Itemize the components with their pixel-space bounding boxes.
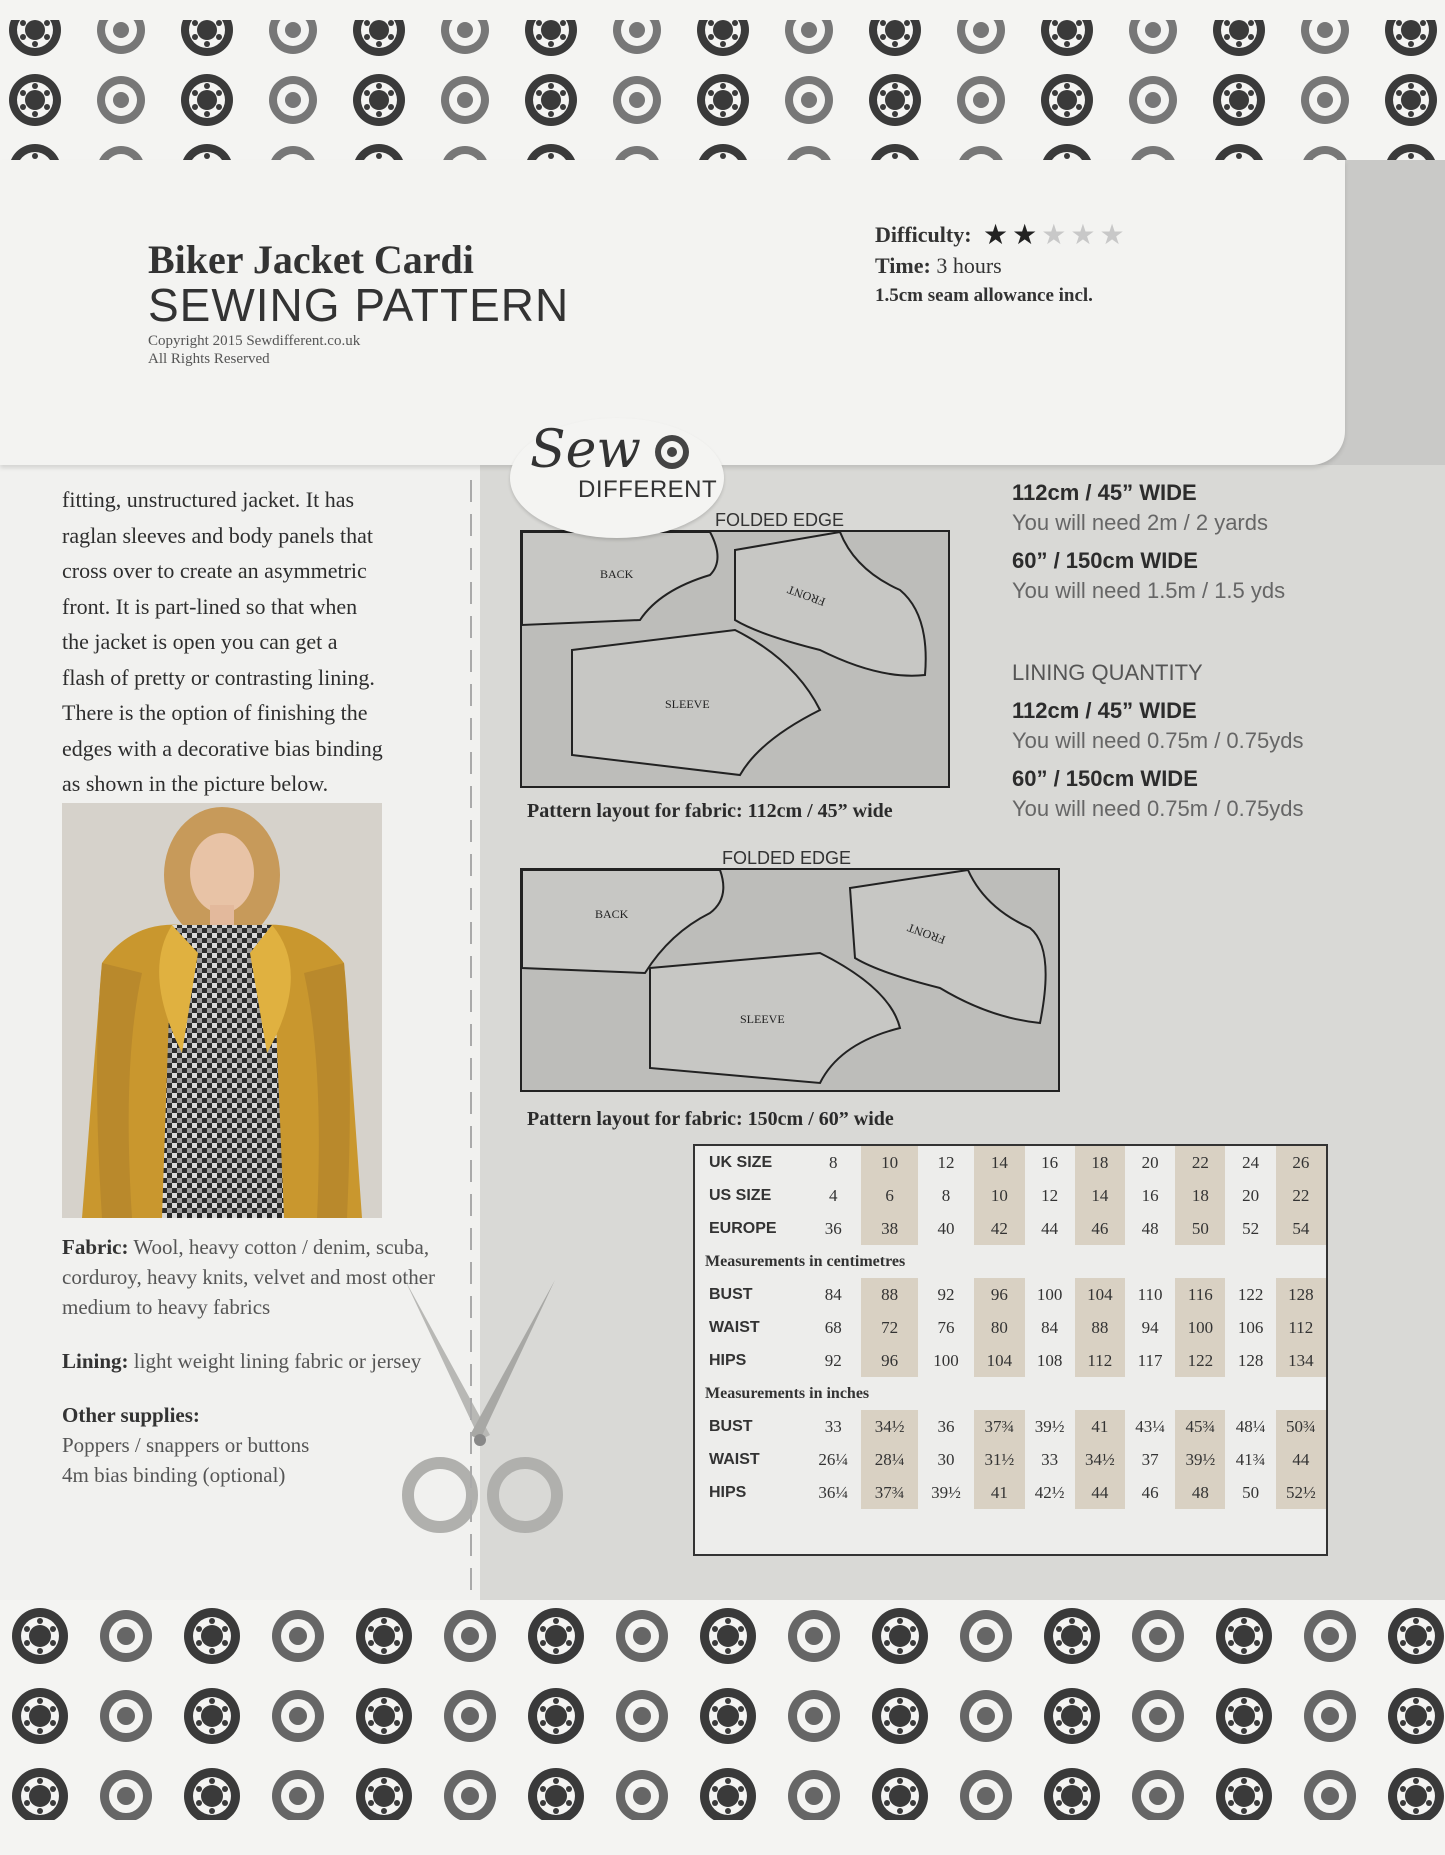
layout-diagram-112cm xyxy=(520,530,950,790)
row-label: BUST xyxy=(709,1285,753,1303)
folded-edge-label-2: FOLDED EDGE xyxy=(722,848,852,868)
spool-pattern-bottom xyxy=(0,1600,1445,1855)
table-cell: 12 xyxy=(937,1152,955,1172)
row-label: US SIZE xyxy=(709,1186,772,1204)
table-cell: 88 xyxy=(861,1278,917,1311)
row-label: WAIST xyxy=(709,1450,760,1468)
jacket-illustration xyxy=(62,803,382,1218)
intro-line: cross over to create an asymmetric xyxy=(62,558,367,583)
row-label: EUROPE xyxy=(709,1219,777,1237)
table-cell: 12 xyxy=(1041,1185,1059,1205)
table-cell: 44 xyxy=(1276,1443,1326,1476)
table-cell: 52 xyxy=(1242,1218,1260,1238)
fabric-supply: Fabric: Wool, heavy cotton / denim, scuba, corduroy, heavy knits, velvet and most other medium to heavy fabrics xyxy=(62,1235,436,1319)
table-cell: 18 xyxy=(1175,1179,1225,1212)
table-cell: 39½ xyxy=(1175,1443,1225,1476)
table-cell: 84 xyxy=(824,1284,842,1304)
table-cell: 104 xyxy=(974,1344,1024,1377)
table-cell: 6 xyxy=(861,1179,917,1212)
column-divider xyxy=(470,480,472,1590)
seam-allowance: 1.5cm seam allowance incl. xyxy=(875,285,1093,306)
row-label: WAIST xyxy=(709,1318,760,1336)
table-cell: 108 xyxy=(1036,1350,1063,1370)
table-cell: 30 xyxy=(937,1449,955,1469)
table-cell: 128 xyxy=(1276,1278,1326,1311)
fabric-quantity-block xyxy=(1012,478,1412,824)
table-cell: 16 xyxy=(1041,1152,1059,1172)
table-row xyxy=(695,1344,1326,1377)
table-cell: 92 xyxy=(824,1350,842,1370)
table-section-heading xyxy=(695,1377,1326,1410)
bottom-pattern-band xyxy=(0,1600,1445,1855)
star-icon: ★ xyxy=(1041,220,1071,251)
layout-caption-2: Pattern layout for fabric: 150cm / 60” wide xyxy=(527,1108,894,1130)
table-cell: 117 xyxy=(1137,1350,1163,1370)
piece-back-label-1: BACK xyxy=(600,567,634,581)
table-cell: 80 xyxy=(974,1311,1024,1344)
table-cell: 96 xyxy=(861,1344,917,1377)
table-cell: 37¾ xyxy=(974,1410,1024,1443)
row-label: BUST xyxy=(709,1417,753,1435)
table-cell: 100 xyxy=(1175,1311,1225,1344)
table-cell: 48 xyxy=(1175,1476,1225,1509)
intro-text xyxy=(62,482,462,802)
table-cell: 31½ xyxy=(974,1443,1024,1476)
size-chart xyxy=(693,1144,1328,1556)
sew-different-logo xyxy=(510,418,724,538)
star-icon: ★ xyxy=(1070,220,1100,251)
copyright: Copyright 2015 Sewdifferent.co.uk All Rights Reserved xyxy=(148,333,361,367)
spool-icon xyxy=(652,432,692,472)
table-row xyxy=(695,1146,1326,1179)
table-row xyxy=(695,1410,1326,1443)
table-cell: 20 xyxy=(1242,1185,1260,1205)
lining-item-1: 112cm / 45” WIDE You will need 0.75m / 0.75yds xyxy=(1012,698,1304,753)
table-cell: 41 xyxy=(974,1476,1024,1509)
layout-diagram-150cm xyxy=(520,868,1060,1094)
table-cell: 36 xyxy=(937,1416,955,1436)
table-cell: 44 xyxy=(1075,1476,1125,1509)
layout-caption-1: Pattern layout for fabric: 112cm / 45” wide xyxy=(527,800,893,822)
lining-item-2: 60” / 150cm WIDE You will need 0.75m / 0.75yds xyxy=(1012,766,1304,821)
table-cell: 42 xyxy=(974,1212,1024,1245)
table-cell: 22 xyxy=(1175,1146,1225,1179)
star-icon: ★ xyxy=(1012,220,1042,251)
table-cell: 24 xyxy=(1242,1152,1260,1172)
table-row xyxy=(695,1443,1326,1476)
table-cell: 22 xyxy=(1276,1179,1326,1212)
table-cell: 112 xyxy=(1075,1344,1125,1377)
table-cell: 44 xyxy=(1041,1218,1059,1238)
table-cell: 100 xyxy=(933,1350,959,1370)
pattern-subtitle: SEWING PATTERN xyxy=(148,279,570,331)
table-cell: 14 xyxy=(974,1146,1024,1179)
intro-line: raglan sleeves and body panels that xyxy=(62,522,373,548)
table-cell: 122 xyxy=(1237,1284,1264,1304)
table-cell: 106 xyxy=(1237,1317,1264,1337)
table-row xyxy=(695,1476,1326,1509)
section-heading: Measurements in inches xyxy=(705,1384,870,1402)
intro-line: as shown in the picture below. xyxy=(62,771,329,796)
table-cell: 40 xyxy=(937,1218,955,1238)
table-cell: 46 xyxy=(1075,1212,1125,1245)
intro-line: edges with a decorative bias binding xyxy=(62,735,383,761)
table-cell: 72 xyxy=(861,1311,917,1344)
table-cell: 48¼ xyxy=(1235,1416,1266,1436)
header-card xyxy=(0,160,1345,465)
time-label: Time: xyxy=(875,253,931,278)
table-cell: 8 xyxy=(828,1152,838,1172)
table-cell: 52½ xyxy=(1276,1476,1326,1509)
table-cell: 33 xyxy=(824,1416,842,1436)
table-cell: 28¼ xyxy=(861,1443,917,1476)
intro-line: There is the option of finishing the xyxy=(62,700,368,725)
table-cell: 134 xyxy=(1276,1344,1326,1377)
star-icon: ★ xyxy=(1099,220,1129,251)
difficulty-row xyxy=(875,220,1129,251)
table-cell: 88 xyxy=(1075,1311,1125,1344)
table-cell: 26¼ xyxy=(818,1449,849,1469)
table-cell: 42½ xyxy=(1034,1482,1065,1502)
difficulty-label: Difficulty: xyxy=(875,222,972,247)
table-cell: 18 xyxy=(1075,1146,1125,1179)
row-label: HIPS xyxy=(709,1483,747,1501)
fabric-item-2: 60” / 150cm WIDE You will need 1.5m / 1.5 yds xyxy=(1012,548,1286,603)
lining-supply: Lining: light weight lining fabric or jersey xyxy=(62,1349,422,1373)
table-cell: 4 xyxy=(828,1185,838,1205)
table-cell: 14 xyxy=(1075,1179,1125,1212)
table-cell: 33 xyxy=(1041,1449,1059,1469)
table-cell: 37¾ xyxy=(861,1476,917,1509)
lining-quantity-title: LINING QUANTITY xyxy=(1012,660,1203,685)
table-cell: 46 xyxy=(1141,1482,1159,1502)
table-cell: 39½ xyxy=(1034,1416,1065,1436)
table-cell: 26 xyxy=(1276,1146,1326,1179)
table-cell: 16 xyxy=(1141,1185,1159,1205)
table-cell: 128 xyxy=(1237,1350,1264,1370)
table-cell: 50 xyxy=(1175,1212,1225,1245)
table-cell: 37 xyxy=(1141,1449,1159,1469)
table-cell: 41¾ xyxy=(1235,1449,1266,1469)
table-row xyxy=(695,1212,1326,1245)
table-cell: 122 xyxy=(1175,1344,1225,1377)
table-cell: 116 xyxy=(1175,1278,1225,1311)
row-label: UK SIZE xyxy=(709,1153,773,1171)
logo-sew-text: Sew xyxy=(530,420,641,480)
top-pattern-band xyxy=(0,0,1445,160)
spool-pattern xyxy=(0,0,1445,160)
table-cell: 36 xyxy=(824,1218,842,1238)
table-cell: 10 xyxy=(974,1179,1024,1212)
table-cell: 110 xyxy=(1137,1284,1163,1304)
piece-sleeve-label-1: SLEEVE xyxy=(665,697,710,711)
table-cell: 92 xyxy=(937,1284,955,1304)
table-cell: 50¾ xyxy=(1276,1410,1326,1443)
difficulty-stars xyxy=(983,221,1129,251)
table-cell: 36¼ xyxy=(818,1482,849,1502)
table-cell: 41 xyxy=(1075,1410,1125,1443)
table-cell: 68 xyxy=(824,1317,842,1337)
table-cell: 20 xyxy=(1141,1152,1159,1172)
table-cell: 76 xyxy=(937,1317,955,1337)
table-cell: 84 xyxy=(1041,1317,1059,1337)
table-cell: 54 xyxy=(1276,1212,1326,1245)
table-cell: 38 xyxy=(861,1212,917,1245)
piece-back-label-2: BACK xyxy=(595,907,629,921)
intro-line: front. It is part-lined so that when xyxy=(62,593,358,619)
star-icon: ★ xyxy=(983,220,1013,251)
table-cell: 39½ xyxy=(931,1482,961,1502)
table-cell: 48 xyxy=(1141,1218,1159,1238)
table-cell: 50 xyxy=(1242,1482,1260,1502)
table-cell: 45¾ xyxy=(1175,1410,1225,1443)
piece-sleeve-label-2: SLEEVE xyxy=(740,1012,785,1026)
table-section-heading xyxy=(695,1245,1326,1278)
time-value: 3 hours xyxy=(936,253,1002,278)
table-cell: 34½ xyxy=(861,1410,917,1443)
table-cell: 112 xyxy=(1276,1311,1326,1344)
size-chart-table xyxy=(695,1146,1326,1509)
table-cell: 10 xyxy=(861,1146,917,1179)
table-row xyxy=(695,1179,1326,1212)
table-cell: 43¼ xyxy=(1135,1416,1165,1436)
table-cell: 104 xyxy=(1075,1278,1125,1311)
intro-line: fitting, unstructured jacket. It has xyxy=(62,487,355,512)
pattern-meta xyxy=(875,220,1129,311)
table-cell: 94 xyxy=(1141,1317,1159,1337)
row-label: HIPS xyxy=(709,1351,747,1369)
table-cell: 34½ xyxy=(1075,1443,1125,1476)
logo-different-text: DIFFERENT xyxy=(578,476,718,503)
model-photo xyxy=(62,803,382,1218)
table-row xyxy=(695,1278,1326,1311)
piece-front-label-1: FRONT xyxy=(785,582,828,610)
table-row xyxy=(695,1311,1326,1344)
table-cell: 100 xyxy=(1036,1284,1063,1304)
fabric-item-1: 112cm / 45” WIDE You will need 2m / 2 yards xyxy=(1012,480,1268,535)
folded-edge-label-1: FOLDED EDGE xyxy=(715,510,845,530)
table-cell: 8 xyxy=(941,1185,951,1205)
scissors-icon xyxy=(385,1270,575,1540)
intro-line: flash of pretty or contrasting lining. xyxy=(62,664,375,690)
other-supplies: Other supplies: Poppers / snappers or buttons 4m bias binding (optional) xyxy=(62,1403,310,1487)
intro-line: the jacket is open you can get a xyxy=(62,629,338,654)
piece-front-label-2: FRONT xyxy=(905,920,948,948)
table-cell: 96 xyxy=(974,1278,1024,1311)
time-row xyxy=(875,251,1129,281)
pattern-title: Biker Jacket Cardi xyxy=(148,237,474,282)
section-heading: Measurements in centimetres xyxy=(705,1252,906,1270)
